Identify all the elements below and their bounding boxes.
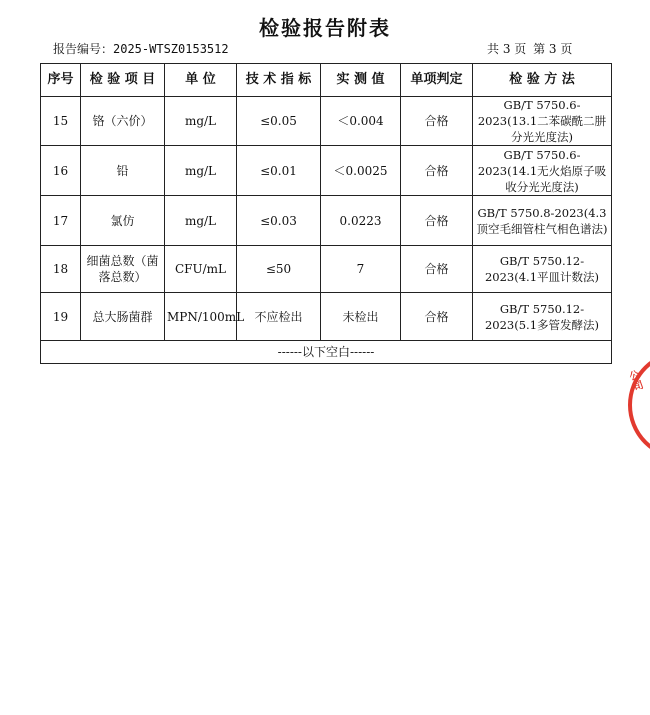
inspection-table bbox=[40, 63, 612, 364]
cell-unit: mg/L bbox=[165, 196, 237, 246]
report-number: 报告编号：2025-WTSZ0153512 bbox=[53, 42, 229, 56]
cell-item: 铅 bbox=[81, 146, 165, 196]
current-page: 第 3 页 bbox=[533, 42, 573, 56]
cell-unit: mg/L bbox=[165, 97, 237, 146]
page-indicator bbox=[487, 40, 575, 57]
cell-measured: 0.0223 bbox=[321, 196, 401, 246]
cell-item: 细菌总数（菌落总数） bbox=[81, 246, 165, 293]
cell-standard: ≤0.03 bbox=[237, 196, 321, 246]
cell-no: 18 bbox=[41, 246, 81, 293]
page-title: 检验报告附表 bbox=[259, 16, 391, 40]
cell-measured: 未检出 bbox=[321, 293, 401, 341]
table-row bbox=[41, 293, 612, 341]
company-seal bbox=[628, 350, 650, 460]
cell-no: 16 bbox=[41, 146, 81, 196]
header-no: 序号 bbox=[41, 64, 81, 97]
cell-method: GB/T 5750.6-2023(13.1二苯碳酰二肼分光光度法) bbox=[473, 97, 612, 146]
table-row bbox=[41, 97, 612, 146]
header-measured: 实 测 值 bbox=[321, 64, 401, 97]
cell-unit: MPN/100mL bbox=[165, 293, 237, 341]
cell-no: 17 bbox=[41, 196, 81, 246]
end-note: ------以下空白------ bbox=[41, 341, 612, 364]
cell-measured: 7 bbox=[321, 246, 401, 293]
header-unit: 单 位 bbox=[165, 64, 237, 97]
total-pages: 共 3 页 bbox=[487, 42, 527, 56]
cell-standard: ≤0.01 bbox=[237, 146, 321, 196]
table-header-row bbox=[41, 64, 612, 97]
cell-judgement: 合格 bbox=[401, 97, 473, 146]
cell-method: GB/T 5750.8-2023(4.3顶空毛细管柱气相色谱法) bbox=[473, 196, 612, 246]
header-item: 检 验 项 目 bbox=[81, 64, 165, 97]
table-row bbox=[41, 146, 612, 196]
cell-item: 总大肠菌群 bbox=[81, 293, 165, 341]
cell-standard: ≤50 bbox=[237, 246, 321, 293]
cell-standard: ≤0.05 bbox=[237, 97, 321, 146]
cell-method: GB/T 5750.12-2023(5.1多管发酵法) bbox=[473, 293, 612, 341]
end-row bbox=[41, 341, 612, 364]
cell-judgement: 合格 bbox=[401, 146, 473, 196]
cell-item: 氯仿 bbox=[81, 196, 165, 246]
header-method: 检 验 方 法 bbox=[473, 64, 612, 97]
cell-standard: 不应检出 bbox=[237, 293, 321, 341]
cell-no: 15 bbox=[41, 97, 81, 146]
seal-text: 公司 bbox=[628, 369, 646, 394]
cell-judgement: 合格 bbox=[401, 196, 473, 246]
cell-unit: CFU/mL bbox=[165, 246, 237, 293]
table-row bbox=[41, 246, 612, 293]
header-standard: 技 术 指 标 bbox=[237, 64, 321, 97]
cell-measured: ＜0.004 bbox=[321, 97, 401, 146]
table-row bbox=[41, 196, 612, 246]
cell-unit: mg/L bbox=[165, 146, 237, 196]
cell-method: GB/T 5750.6-2023(14.1无火焰原子吸收分光光度法) bbox=[473, 146, 612, 196]
header-judgement: 单项判定 bbox=[401, 64, 473, 97]
cell-no: 19 bbox=[41, 293, 81, 341]
cell-method: GB/T 5750.12-2023(4.1平皿计数法) bbox=[473, 246, 612, 293]
cell-measured: ＜0.0025 bbox=[321, 146, 401, 196]
cell-judgement: 合格 bbox=[401, 246, 473, 293]
cell-item: 铬（六价） bbox=[81, 97, 165, 146]
cell-judgement: 合格 bbox=[401, 293, 473, 341]
